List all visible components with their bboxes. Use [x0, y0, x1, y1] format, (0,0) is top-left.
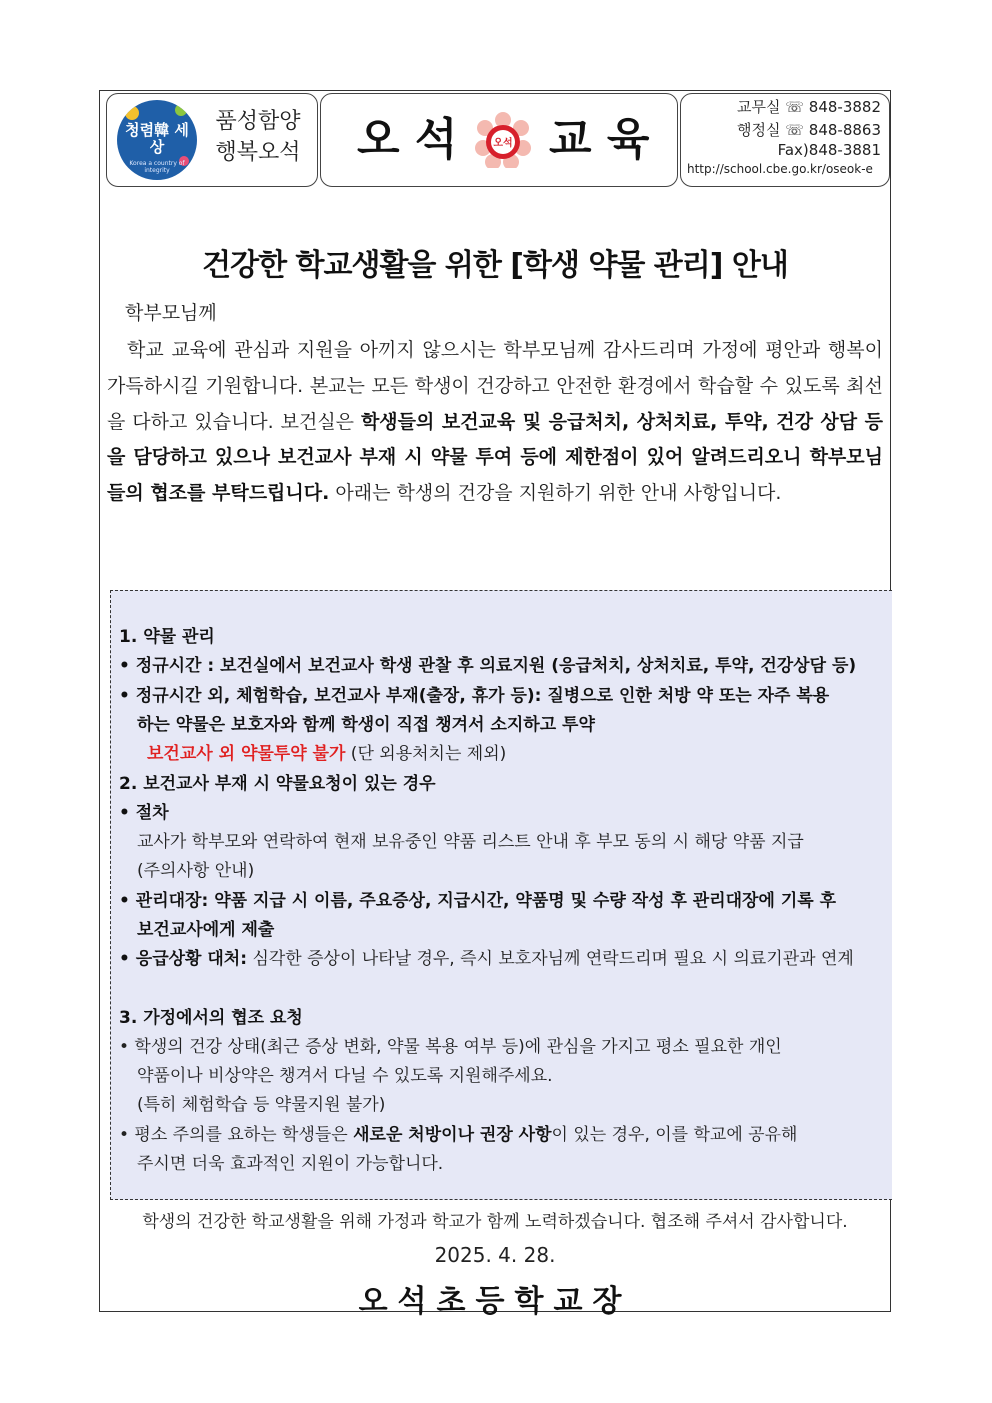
intro-text-2: 아래는 학생의 건강을 지원하기 위한 안내 사항입니다.	[329, 482, 782, 505]
masthead-box	[320, 93, 678, 187]
school-emblem-icon	[475, 112, 531, 168]
section-3-title: 3. 가정에서의 협조 요청	[119, 1008, 303, 1028]
emblem-text: 오석	[493, 138, 513, 149]
intro-text-1: 학교 교육에 관심과 지원을 아끼지 않으시는 학부모님께 감사드리며 가정에 평안과 행복이 가득하시길 기원합니다. 본교는 모든 학생이 건강하고 안전한 환경에서 학습할 수 있도록 최선을 다하고 있습니다. 보건실은	[107, 339, 883, 433]
masthead-left: 오 석	[357, 114, 458, 165]
section-2-bullet-1: • 절차	[119, 803, 169, 823]
section-1-title: 1. 약물 관리	[119, 627, 215, 647]
integrity-logo	[117, 100, 197, 180]
notice-box	[110, 590, 892, 1200]
logo-text: 청렴韓 세상	[125, 121, 189, 156]
section-2-bullet-3: • 응급상황 대처: 심각한 증상이 나타날 경우, 즉시 보호자님께 연락드리며 필요 시 의료기관과 연계	[119, 949, 854, 969]
section-3-bullet-1-note: (특히 체험학습 등 약물지원 불가)	[137, 1095, 386, 1115]
fax-number: Fax)848-3881	[777, 141, 881, 159]
section-2-procedure-line-2: (주의사항 안내)	[137, 861, 255, 881]
logo-slogan-box	[106, 93, 318, 187]
document-date: 2025. 4. 28.	[434, 1243, 556, 1267]
signer-name: 오석초등학교장	[358, 1284, 632, 1319]
intro-bold-text: 학생들의 보건교육 및 응급처치, 상처치료, 투약, 건강 상담 등을 담당하고 있으나 보건교사 부재 시 약물 투여 등에 제한점이 있어 알려드리오니 학부모님들의 협조를 부탁드립니다.	[107, 410, 883, 505]
admin-office-phone: 행정실 ☏ 848-8863	[737, 121, 881, 139]
section-3-bullet-1-cont: 약품이나 비상약은 챙겨서 다닐 수 있도록 지원해주세요.	[137, 1066, 553, 1086]
masthead-right: 교 육	[549, 114, 650, 165]
section-2-procedure-line-1: 교사가 학부모와 연락하여 현재 보유중인 약품 리스트 안내 후 부모 동의 시 해당 약품 지급	[137, 832, 804, 852]
medication-warning: 보건교사 외 약물투약 불가 (단 외용처치는 제외)	[147, 744, 507, 764]
salutation: 학부모님께	[125, 302, 217, 324]
section-2-title: 2. 보건교사 부재 시 약물요청이 있는 경우	[119, 774, 436, 794]
school-slogan	[203, 106, 313, 168]
section-2-bullet-2: • 관리대장: 약품 지급 시 이름, 주요증상, 지급시간, 약품명 및 수량 작성 후 관리대장에 기록 후	[119, 891, 837, 911]
section-3-bullet-2-cont: 주시면 더욱 효과적인 지원이 가능합니다.	[137, 1154, 444, 1174]
section-1-bullet-1: • 정규시간 : 보건실에서 보건교사 학생 관찰 후 의료지원 (응급처치, 상처치료, 투약, 건강상담 등)	[119, 656, 857, 676]
section-1-bullet-2-cont: 하는 약물은 보호자와 함께 학생이 직접 챙겨서 소지하고 투약	[137, 715, 595, 735]
section-3-bullet-2: • 평소 주의를 요하는 학생들은 새로운 처방이나 권장 사항이 있는 경우, 이를 학교에 공유해	[119, 1125, 798, 1145]
section-1-bullet-2: • 정규시간 외, 체험학습, 보건교사 부재(출장, 휴가 등): 질병으로 인한 처방 약 또는 자주 복용	[119, 686, 830, 706]
document-title: 건강한 학교생활을 위한 [학생 약물 관리] 안내	[202, 248, 788, 283]
section-3-bullet-1: • 학생의 건강 상태(최근 증상 변화, 약물 복용 여부 등)에 관심을 가지고 평소 필요한 개인	[119, 1037, 782, 1057]
academic-office-phone: 교무실 ☏ 848-3882	[737, 98, 881, 116]
school-website-link[interactable]: http://school.cbe.go.kr/oseok-e	[687, 162, 873, 176]
contact-box	[680, 93, 890, 187]
closing-message: 학생의 건강한 학교생활을 위해 가정과 학교가 함께 노력하겠습니다. 협조해 주셔서 감사합니다.	[142, 1212, 848, 1232]
section-2-bullet-2-cont: 보건교사에게 제출	[137, 920, 275, 940]
slogan-line-2: 행복오석	[215, 140, 301, 165]
warning-red-text: 보건교사 외 약물투약 불가	[147, 744, 346, 764]
slogan-line-1: 품성함양	[215, 109, 301, 134]
intro-paragraph	[107, 333, 883, 512]
logo-subtext: Korea a country of integrity	[129, 160, 185, 174]
